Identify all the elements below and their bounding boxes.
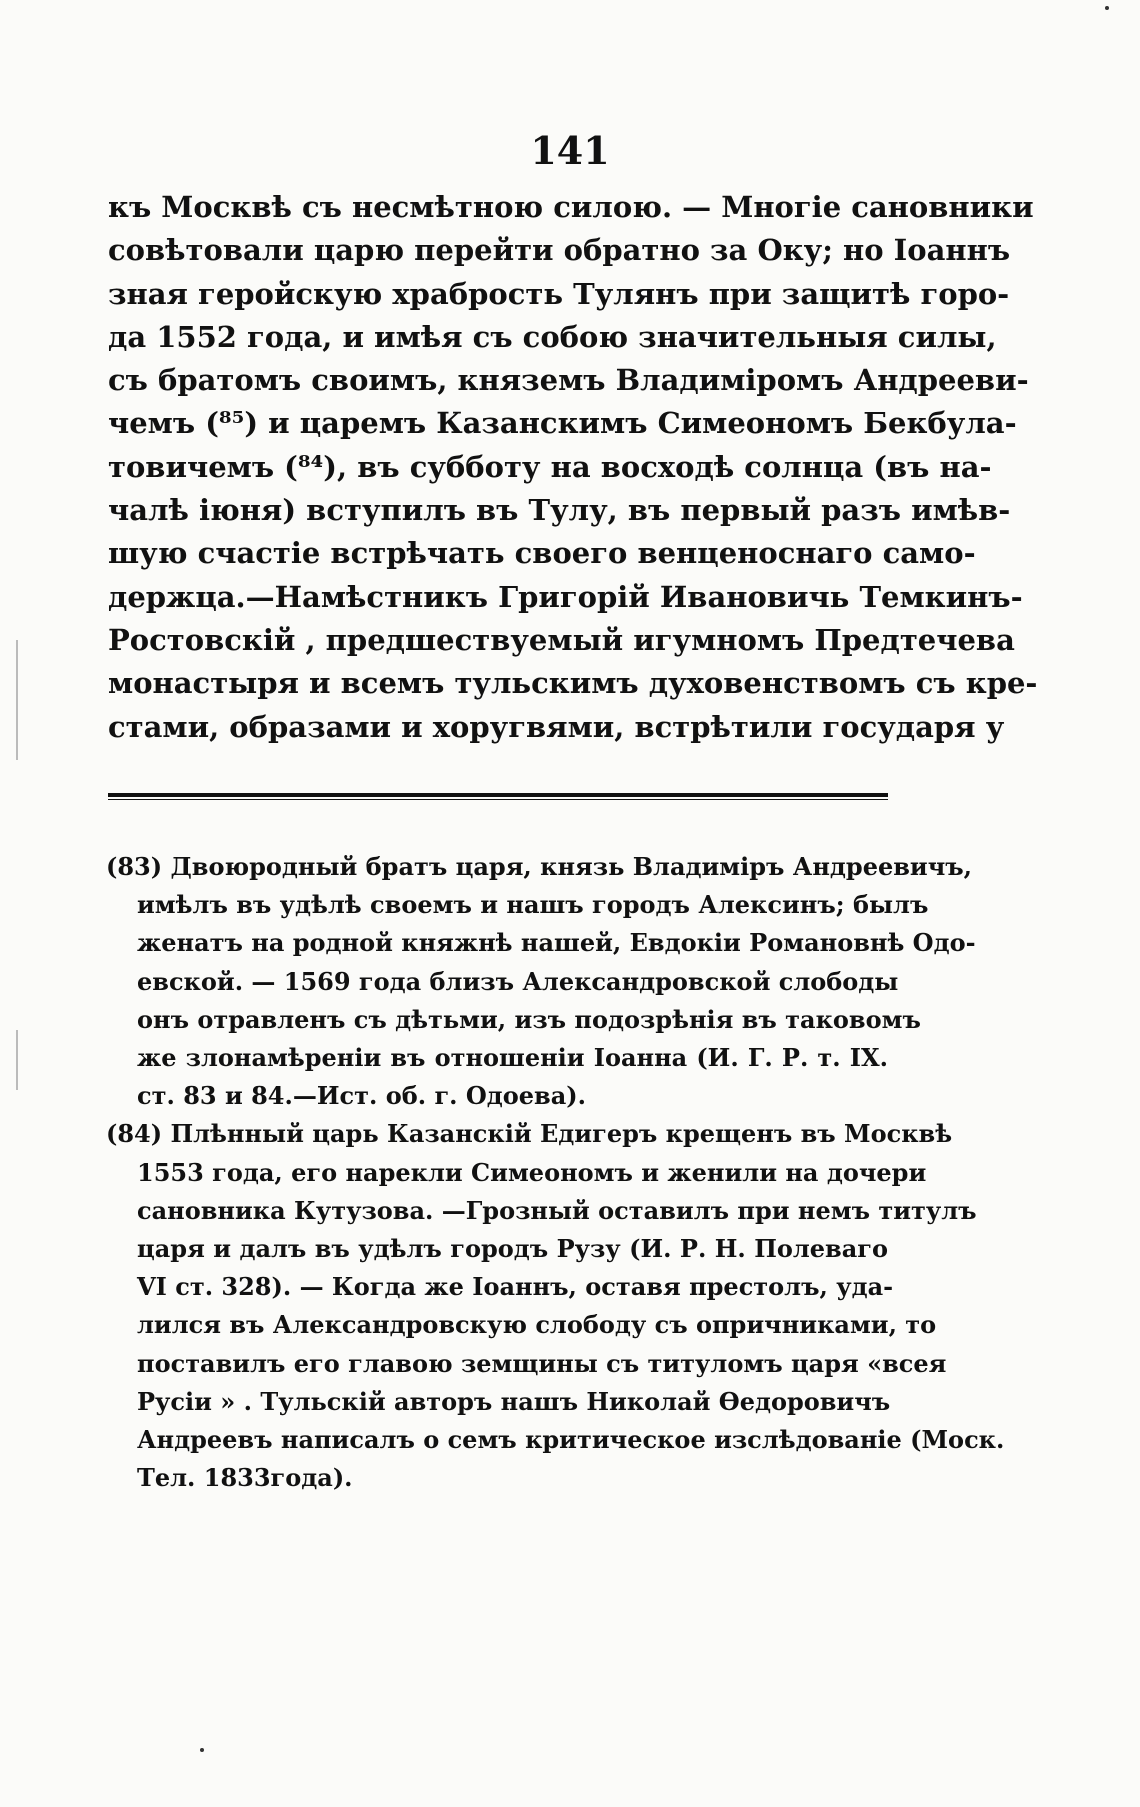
page-number: 141 (530, 128, 610, 173)
footnote-84 (106, 1115, 1005, 1497)
footnote-line: женатъ на родной княжнѣ нашей, Евдокіи Романовнѣ Одо- (137, 928, 976, 958)
text-line: чемъ (⁸⁵) и царемъ Казанскимъ Симеономъ Бекбула- (108, 406, 1017, 441)
footnote-line: 1553 года, его нарекли Симеономъ и женили на дочери (137, 1157, 927, 1187)
text-line: да 1552 года, и имѣя съ собою значительныя силы, (108, 319, 997, 354)
footnote-line: лился въ Александровскую слободу съ опричниками, то (137, 1310, 937, 1340)
scan-edge-line (16, 1030, 18, 1090)
footnotes (106, 848, 1005, 1497)
scan-speck (1105, 6, 1109, 10)
text-line: товичемъ (⁸⁴), въ субботу на восходѣ солнца (въ на- (108, 449, 992, 484)
footnote-line: же злонамѣреніи въ отношеніи Іоанна (И. Г. Р. т. IX. (137, 1043, 888, 1073)
footnote-line: евской. — 1569 года близъ Александровской слободы (137, 966, 899, 996)
text-line: Ростовскій , предшествуемый игумномъ Предтечева (108, 622, 1015, 657)
footnote-line: Тел. 1833года). (137, 1463, 353, 1493)
scan-edge-line (16, 640, 18, 760)
text-line: съ братомъ своимъ, княземъ Владиміромъ Андрееви- (108, 363, 1029, 398)
footnote-line: царя и далъ въ удѣлъ городъ Рузу (И. Р. Н. Полеваго (137, 1234, 888, 1264)
text-line: чалѣ іюня) вступилъ въ Тулу, въ первый разъ имѣв- (108, 493, 1011, 528)
footnote-line: сановника Кутузова. —Грозный оставилъ при немъ титулъ (137, 1195, 977, 1225)
footnote-line: VI ст. 328). — Когда же Іоаннъ, оставя престолъ, уда- (137, 1272, 894, 1302)
text-line: къ Москвѣ съ несмѣтною силою. — Многіе сановники (108, 190, 1034, 224)
footnote-line: Русіи » . Тульскій авторъ нашъ Николай Өедоровичъ (137, 1386, 891, 1416)
text-line: совѣтовали царю перейти обратно за Оку; но Іоаннъ (108, 233, 1011, 268)
footnote-83 (106, 848, 976, 1115)
footnote-separator-rule (108, 793, 888, 800)
footnote-line: (84) Плѣнный царь Казанскій Едигеръ крещенъ въ Москвѣ (106, 1119, 953, 1149)
footnote-line: онъ отравленъ съ дѣтьми, изъ подозрѣнія въ таковомъ (137, 1004, 921, 1034)
footnote-line: Андреевъ написалъ о семъ критическое изслѣдованіе (Моск. (137, 1425, 1005, 1455)
footnote-line: ст. 83 и 84.—Ист. об. г. Одоева). (137, 1081, 586, 1111)
footnote-line: поставилъ его главою земщины съ титуломъ царя «всея (137, 1348, 947, 1378)
footnote-line: имѣлъ въ удѣлѣ своемъ и нашъ городъ Алексинъ; былъ (137, 890, 929, 920)
main-text (108, 186, 1038, 749)
scan-speck (200, 1748, 204, 1752)
text-line: стами, образами и хоругвями, встрѣтили государя у (108, 709, 1005, 744)
text-line: держца.—Намѣстникъ Григорій Ивановичь Темкинъ- (108, 579, 1023, 614)
text-line: зная геройскую храбрость Тулянъ при защитѣ горо- (108, 276, 1010, 311)
text-line: монастыря и всемъ тульскимъ духовенствомъ съ кре- (108, 666, 1038, 701)
footnote-line: (83) Двоюродный братъ царя, князь Владиміръ Андреевичъ, (106, 852, 973, 881)
text-line: шую счастіе встрѣчать своего венценоснаго само- (108, 536, 976, 571)
